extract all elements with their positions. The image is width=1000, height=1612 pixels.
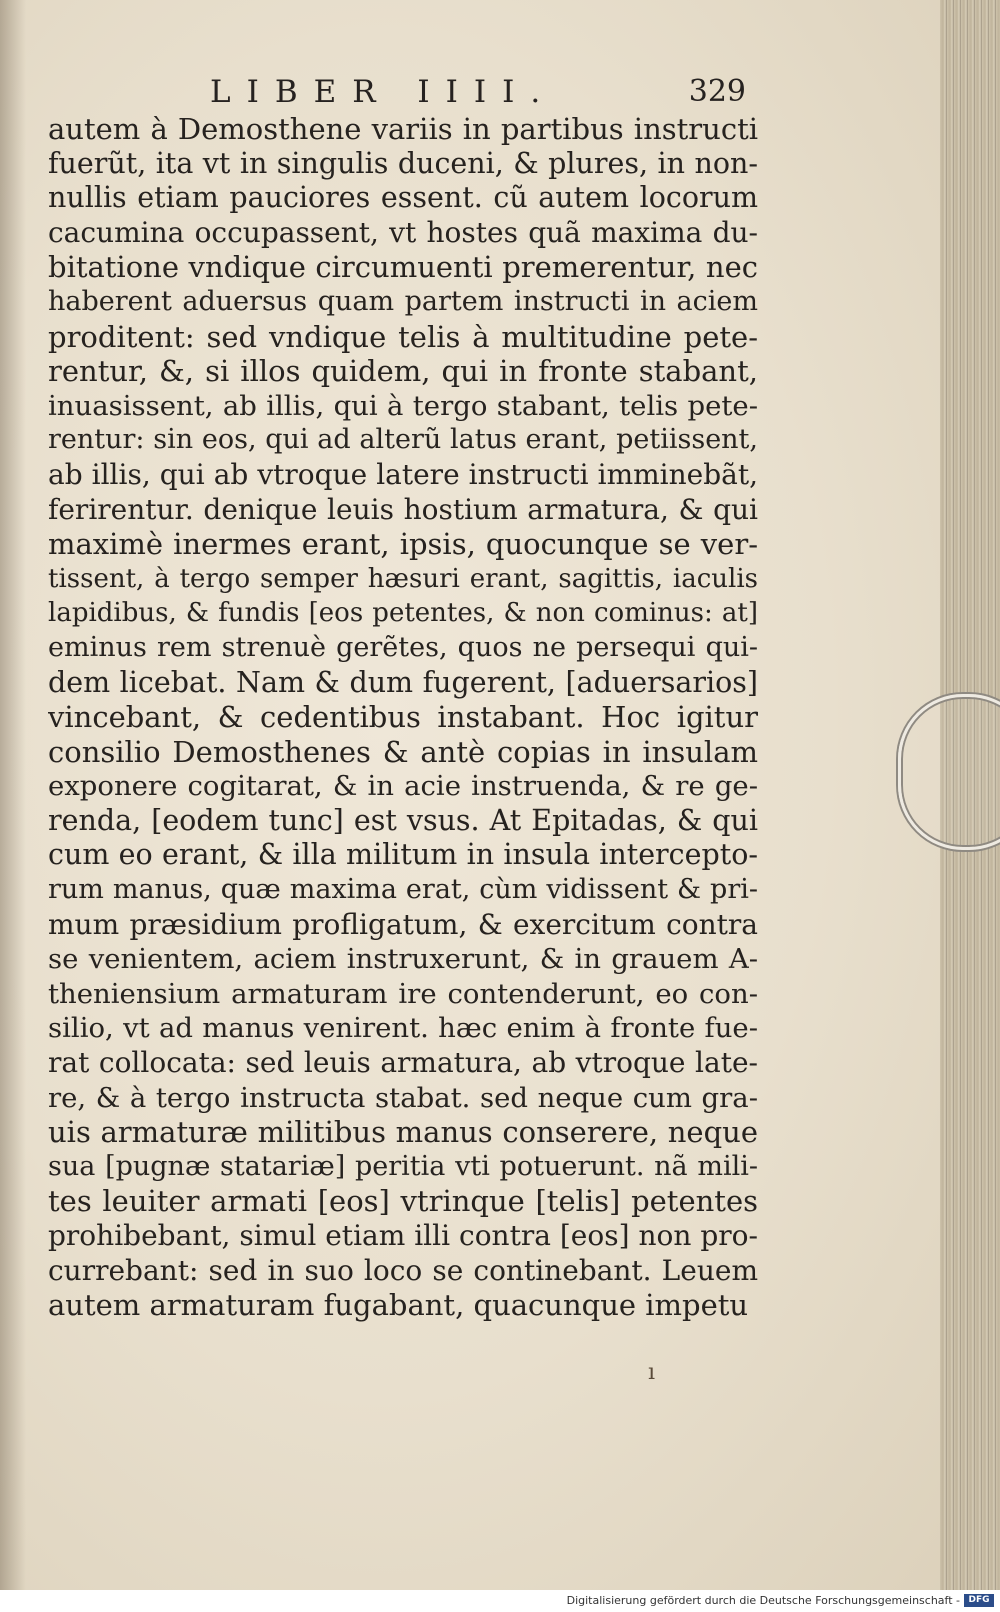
text-line: dem licebat. Nam & dum fugerent, [aduersarios] [48, 665, 758, 699]
text-line: currebant: sed in suo loco se continebant. Leuem [48, 1253, 758, 1287]
funding-credit: Digitalisierung gefördert durch die Deutsche Forschungsgemeinschaft - [566, 1594, 960, 1607]
ink-speck: ı [648, 1360, 656, 1385]
text-line: rentur, &, si illos quidem, qui in fronte stabant, [48, 354, 758, 389]
text-line: eminus rem strenuè gerẽtes, quos ne persequi qui- [48, 631, 758, 663]
text-line: theniensium armaturam ire contenderunt, eo con- [48, 977, 758, 1010]
text-line: lapidibus, & fundis [eos petentes, & non cominus: at] [48, 598, 758, 629]
text-line: silio, vt ad manus venirent. hæc enim à fronte fue- [48, 1012, 758, 1045]
footer-bar [0, 1590, 1000, 1612]
text-line: re, & à tergo instructa stabat. sed neque cum gra- [48, 1081, 758, 1114]
text-line: proditent: sed vndique telis à multitudine pete- [48, 319, 758, 354]
page-number: 329 [688, 74, 746, 109]
text-line: mum præsidium profligatum, & exercitum contra [48, 907, 758, 941]
text-line: autem armaturam fugabant, quacunque impetu [48, 1288, 749, 1323]
text-line: exponere cogitarat, & in acie instruenda, & re ge- [48, 770, 758, 803]
spine-shadow [0, 0, 26, 1590]
dfg-logo-icon: DFG [964, 1594, 994, 1607]
text-line: tes leuiter armati [eos] vtrinque [telis] petentes [48, 1184, 758, 1219]
text-line: tissent, à tergo semper hæsuri erant, sagittis, iaculis [48, 563, 758, 594]
text-line: prohibebant, simul etiam illi contra [eos] non pro- [48, 1219, 758, 1252]
text-line: vincebant, & cedentibus instabant. Hoc igitur [48, 700, 758, 735]
text-line: haberent aduersus quam partem instructi in aciem [48, 285, 758, 317]
text-line: ab illis, qui ab vtroque latere instructi imminebãt, [48, 457, 758, 491]
text-line: renda, [eodem tunc] est vsus. At Epitadas, & qui [48, 803, 758, 837]
text-line: rentur: sin eos, qui ad alterũ latus erant, petiissent, [48, 424, 758, 456]
text-line: rat collocata: sed leuis armatura, ab vtroque late- [48, 1046, 758, 1080]
text-line: inuasissent, ab illis, qui à tergo stabant, telis pete- [48, 389, 758, 422]
text-line: fuerũt, ita vt in singulis duceni, & plures, in non- [48, 146, 758, 180]
text-line: sua [pugnæ statariæ] peritia vti potuerunt. nã mili- [48, 1150, 758, 1182]
text-line: cum eo erant, & illa militum in insula intercepto- [48, 838, 758, 872]
text-line: uis armaturæ militibus manus conserere, neque [48, 1115, 758, 1150]
text-line: nullis etiam pauciores essent. cũ autem locorum [48, 181, 758, 215]
text-line: cacumina occupassent, vt hostes quã maxima du- [48, 215, 758, 249]
text-line: bitatione vndique circumuenti premerentur, nec [48, 250, 758, 285]
text-line: se venientem, aciem instruxerunt, & in grauem A- [48, 943, 758, 976]
text-line: consilio Demosthenes & antè copias in insulam [48, 734, 758, 769]
page-header [60, 70, 750, 116]
book-clasp [898, 694, 1000, 850]
text-line: autem à Demosthene variis in partibus instructi [48, 112, 758, 146]
running-head: LIBER IIII. [210, 74, 557, 110]
text-line: ferirentur. denique leuis hostium armatura, & qui [48, 492, 758, 526]
text-line: maximè inermes erant, ipsis, quocunque se ver- [48, 527, 758, 562]
body-text [48, 112, 758, 1323]
text-line: rum manus, quæ maxima erat, cùm vidissent & pri- [48, 874, 758, 906]
